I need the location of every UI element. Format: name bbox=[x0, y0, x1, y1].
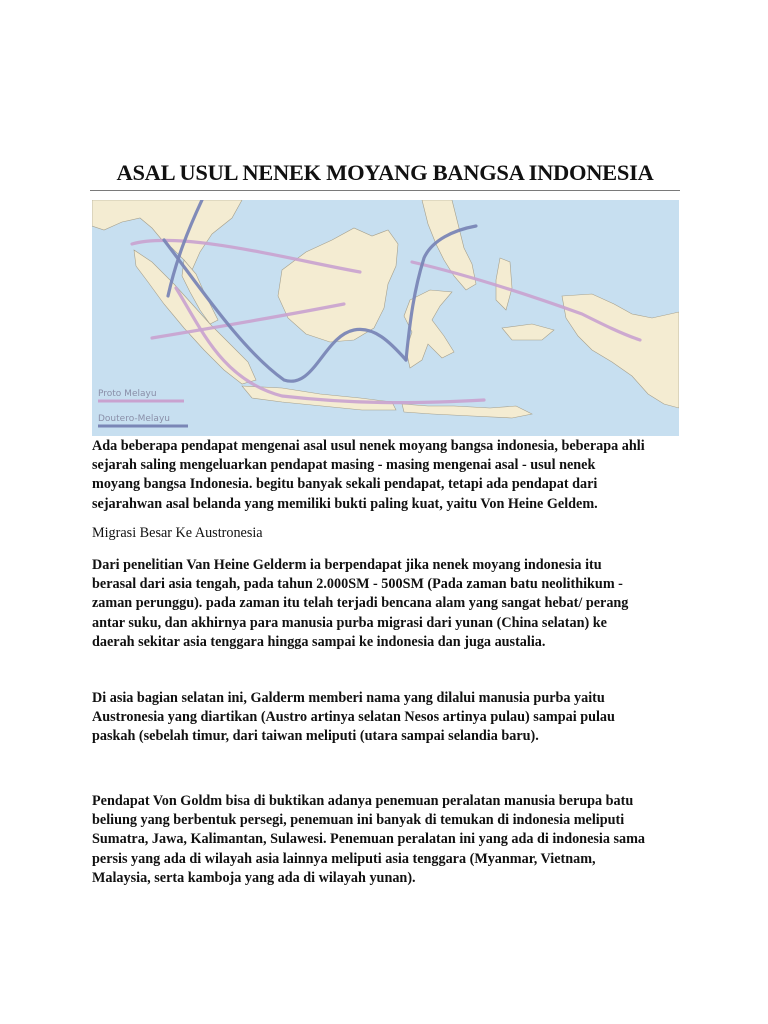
paragraph-austronesia bbox=[92, 689, 692, 747]
paragraph-line: Pendapat Von Goldm bisa di buktikan adanya penemuan peralatan manusia berupa batu bbox=[92, 793, 634, 809]
title-divider bbox=[90, 190, 680, 191]
paragraph-line: antar suku, dan akhirnya para manusia purba migrasi dari yunan (China selatan) ke bbox=[92, 614, 607, 631]
paragraph-line: sejarahwan asal belanda yang memiliki bukti paling kuat, yaitu Von Heine Geldem. bbox=[92, 495, 598, 512]
paragraph-line: Austronesia yang diartikan (Austro artinya selatan Nesos artinya pulau) sampai pulau bbox=[92, 709, 615, 726]
section-heading-text: Migrasi Besar Ke Austronesia bbox=[92, 525, 263, 541]
paragraph-line: paskah (sebelah timur, dari taiwan meliputi (utara sampai selandia baru). bbox=[92, 728, 539, 745]
legend-deutero-label: Doutero-Melayu bbox=[98, 414, 170, 424]
paragraph-line: sejarah saling mengeluarkan pendapat masing - masing mengenai asal - usul nenek bbox=[92, 457, 596, 474]
paragraph-line: beliung yang berbentuk persegi, penemuan ini banyak di temukan di indonesia meliputi bbox=[92, 812, 625, 829]
legend-proto-label: Proto Melayu bbox=[98, 389, 157, 399]
paragraph-origin bbox=[92, 556, 692, 652]
paragraph-line: daerah sekitar asia tenggara hingga sampai ke indonesia dan juga austalia. bbox=[92, 633, 546, 650]
paragraph-line: Malaysia, serta kamboja yang ada di wilayah yunan). bbox=[92, 869, 416, 886]
paragraph-line: moyang bangsa Indonesia. begitu banyak sekali pendapat, tetapi ada pendapat dari bbox=[92, 476, 598, 493]
paragraph-line: Di asia bagian selatan ini, Galderm memberi nama yang dilalui manusia purba yaitu bbox=[92, 690, 605, 706]
paragraph-intro bbox=[92, 437, 692, 514]
migration-map bbox=[92, 200, 679, 436]
section-heading bbox=[92, 524, 692, 543]
paragraph-line: Sumatra, Jawa, Kalimantan, Sulawesi. Penemuan peralatan ini yang ada di indonesia sama bbox=[92, 831, 645, 848]
paragraph-line: persis yang ada di wilayah asia lainnya meliputi asia tenggara (Myanmar, Vietnam, bbox=[92, 850, 596, 867]
page-title: ASAL USUL NENEK MOYANG BANGSA INDONESIA bbox=[116, 160, 654, 185]
paragraph-line: Ada beberapa pendapat mengenai asal usul nenek moyang bangsa indonesia, beberapa ahli bbox=[92, 438, 645, 454]
paragraph-line: berasal dari asia tengah, pada tahun 2.000SM - 500SM (Pada zaman batu neolithikum - bbox=[92, 576, 623, 593]
paragraph-line: Dari penelitian Van Heine Gelderm ia berpendapat jika nenek moyang indonesia itu bbox=[92, 557, 602, 573]
map-svg bbox=[92, 200, 679, 436]
paragraph-evidence bbox=[92, 792, 692, 888]
paragraph-line: zaman perunggu). pada zaman itu telah terjadi bencana alam yang sangat hebat/ perang bbox=[92, 595, 629, 612]
